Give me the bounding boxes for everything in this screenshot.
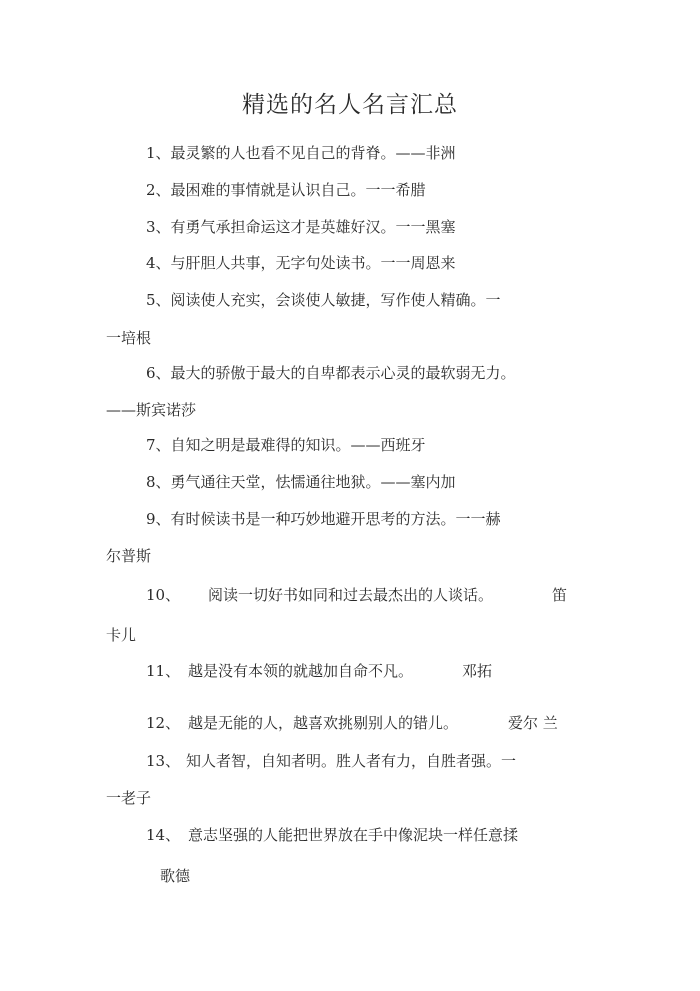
quote-text: 有时候读书是一种巧妙地避开思考的方法。一一赫 <box>170 510 501 528</box>
quote-text: 阅读一切好书如同和过去最杰出的人谈话。 <box>208 586 494 604</box>
quote-14-continuation: 歌德 <box>160 867 191 885</box>
quote-12-author: 爱尔 兰 <box>508 714 558 732</box>
quote-text: 越是没有本领的就越加自命不凡。 <box>188 662 414 680</box>
quote-number: 5、 <box>146 291 171 309</box>
quote-10-continuation: 卡儿 <box>106 626 137 644</box>
quote-text: 自知之明是最难得的知识。——西班牙 <box>170 436 426 454</box>
quote-3 <box>146 216 456 237</box>
quote-number: 4、 <box>146 254 171 272</box>
quote-5-continuation: 一培根 <box>106 329 152 347</box>
quote-number: 13、 <box>146 752 181 770</box>
quote-7 <box>146 434 426 455</box>
quote-number: 14、 <box>146 826 181 844</box>
quote-text: 勇气通往天堂，怯懦通往地狱。——塞内加 <box>170 473 456 491</box>
quote-text: 知人者智，自知者明。胜人者有力，自胜者强。一 <box>186 752 517 770</box>
quote-text: 阅读使人充实，会谈使人敏捷，写作使人精确。一 <box>170 291 501 309</box>
quote-2 <box>146 179 426 200</box>
quote-8 <box>146 471 456 492</box>
quote-10-author: 笛 <box>552 586 568 604</box>
quote-10 <box>146 584 493 605</box>
quote-text: 意志坚强的人能把世界放在手中像泥块一样任意揉 <box>188 826 519 844</box>
quote-number: 8、 <box>146 473 171 491</box>
quote-9-continuation: 尔普斯 <box>106 547 152 565</box>
quote-number: 2、 <box>146 181 171 199</box>
quote-12 <box>146 712 458 733</box>
quote-text: 有勇气承担命运这才是英雄好汉。一一黑塞 <box>170 218 456 236</box>
quote-number: 11、 <box>146 662 181 680</box>
quote-5 <box>146 289 501 310</box>
quote-number: 6、 <box>146 364 171 382</box>
quote-number: 1、 <box>146 144 171 162</box>
quote-text: 最灵繁的人也看不见自己的背脊。——非洲 <box>170 144 456 162</box>
quote-text: 越是无能的人，越喜欢挑剔别人的错儿。 <box>188 714 459 732</box>
quote-13 <box>146 750 516 771</box>
quote-11-author: 邓拓 <box>462 662 493 680</box>
quote-6-continuation: ——斯宾诺莎 <box>106 401 197 419</box>
quote-number: 10、 <box>146 586 181 604</box>
quote-number: 12、 <box>146 714 181 732</box>
quote-text: 与肝胆人共事，无字句处读书。一一周恩来 <box>170 254 456 272</box>
quote-11 <box>146 660 413 681</box>
quote-4 <box>146 252 456 273</box>
quote-14 <box>146 824 518 845</box>
quote-number: 7、 <box>146 436 171 454</box>
quote-6 <box>146 362 516 383</box>
quote-1 <box>146 142 456 163</box>
quote-number: 9、 <box>146 510 171 528</box>
quote-9 <box>146 508 501 529</box>
quote-text: 最困难的事情就是认识自己。一一希腊 <box>170 181 426 199</box>
quote-13-continuation: 一老子 <box>106 789 152 807</box>
quote-text: 最大的骄傲于最大的自卑都表示心灵的最软弱无力。 <box>170 364 516 382</box>
quote-number: 3、 <box>146 218 171 236</box>
document-title: 精选的名人名言汇总 <box>242 92 458 118</box>
